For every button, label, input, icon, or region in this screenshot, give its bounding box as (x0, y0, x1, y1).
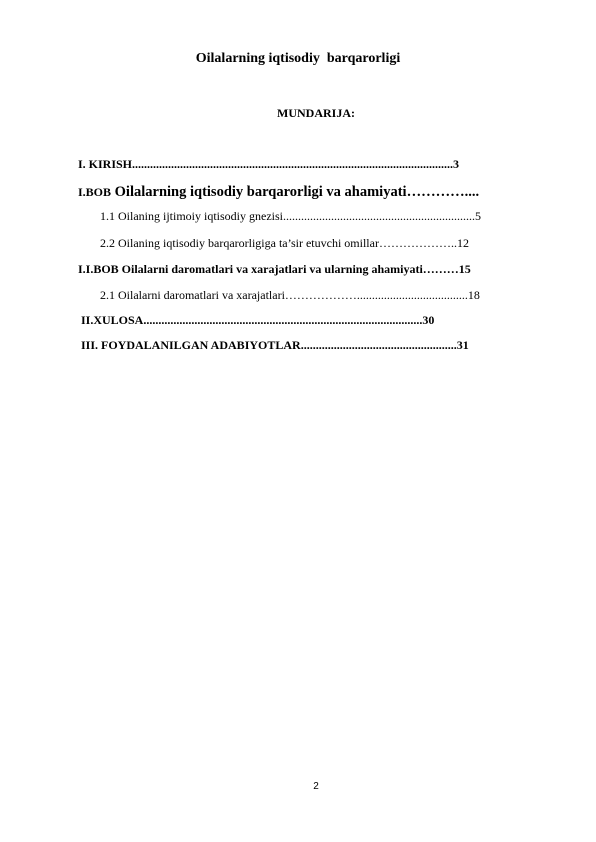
toc-entry-leader: ………………..................................... (284, 288, 468, 302)
toc-entry-page: 15 (458, 262, 471, 276)
document-title: Oilalarning iqtisodiy barqarorligi (195, 51, 401, 66)
toc-entry-label: III. FOYDALANILGAN ADABIYOTLAR (81, 338, 301, 352)
toc-entry-label: 2.2 Oilaning iqtisodiy barqarorligiga ta’sir etuvchi omillar (100, 236, 379, 250)
toc-entry-page: 3 (453, 157, 460, 171)
page-number: 2 (313, 781, 319, 792)
toc-entry-label: I. KIRISH (78, 157, 133, 171)
toc-entry-chapter-2 (78, 261, 540, 277)
toc-entry-page: 30 (422, 313, 435, 327)
toc-entry-leader: ............................................................................................. (143, 313, 423, 327)
toc-entry-prefix: I.BOB (78, 185, 112, 199)
toc-entry-leader: ................................................................ (283, 209, 475, 223)
toc-entry-adabiyotlar (81, 337, 540, 353)
toc-entry-chapter-1 (78, 183, 540, 201)
toc-entry-label: II.XULOSA (81, 313, 144, 327)
toc-entry-leader: ………….... (406, 184, 480, 200)
toc-entry-section-2-1 (100, 287, 540, 303)
toc-entry-label: Oilalarning iqtisodiy barqarorligi va ahamiyati (111, 184, 407, 200)
toc-entry-page: 18 (467, 288, 480, 302)
toc-entry-label: 2.1 Oilalarni daromatlari va xarajatlari (100, 288, 285, 302)
toc-entry-leader: ……………….. (378, 236, 457, 250)
toc-entry-label: 1.1 Oilaning ijtimoiy iqtisodiy gnezisi (100, 209, 283, 223)
toc-entry-section-1-1 (100, 208, 540, 224)
toc-entry-page: 31 (456, 338, 469, 352)
toc-heading: MUNDARIJA: (277, 106, 355, 120)
toc-entry-page: 5 (475, 209, 481, 223)
toc-entry-leader: .................................................... (300, 338, 457, 352)
toc-entry-section-2-2 (100, 235, 540, 251)
toc-entry-leader: ........................................................................................................... (132, 157, 454, 171)
toc-entry-label: I.I.BOB Oilalarni daromatlari va xarajatlari va ularning ahamiyati (78, 262, 423, 276)
toc-entry-xulosa (81, 312, 540, 328)
toc-entry-page: 12 (456, 236, 469, 250)
toc-entry-kirish (78, 156, 540, 172)
toc-entry-leader: ……… (422, 262, 459, 276)
